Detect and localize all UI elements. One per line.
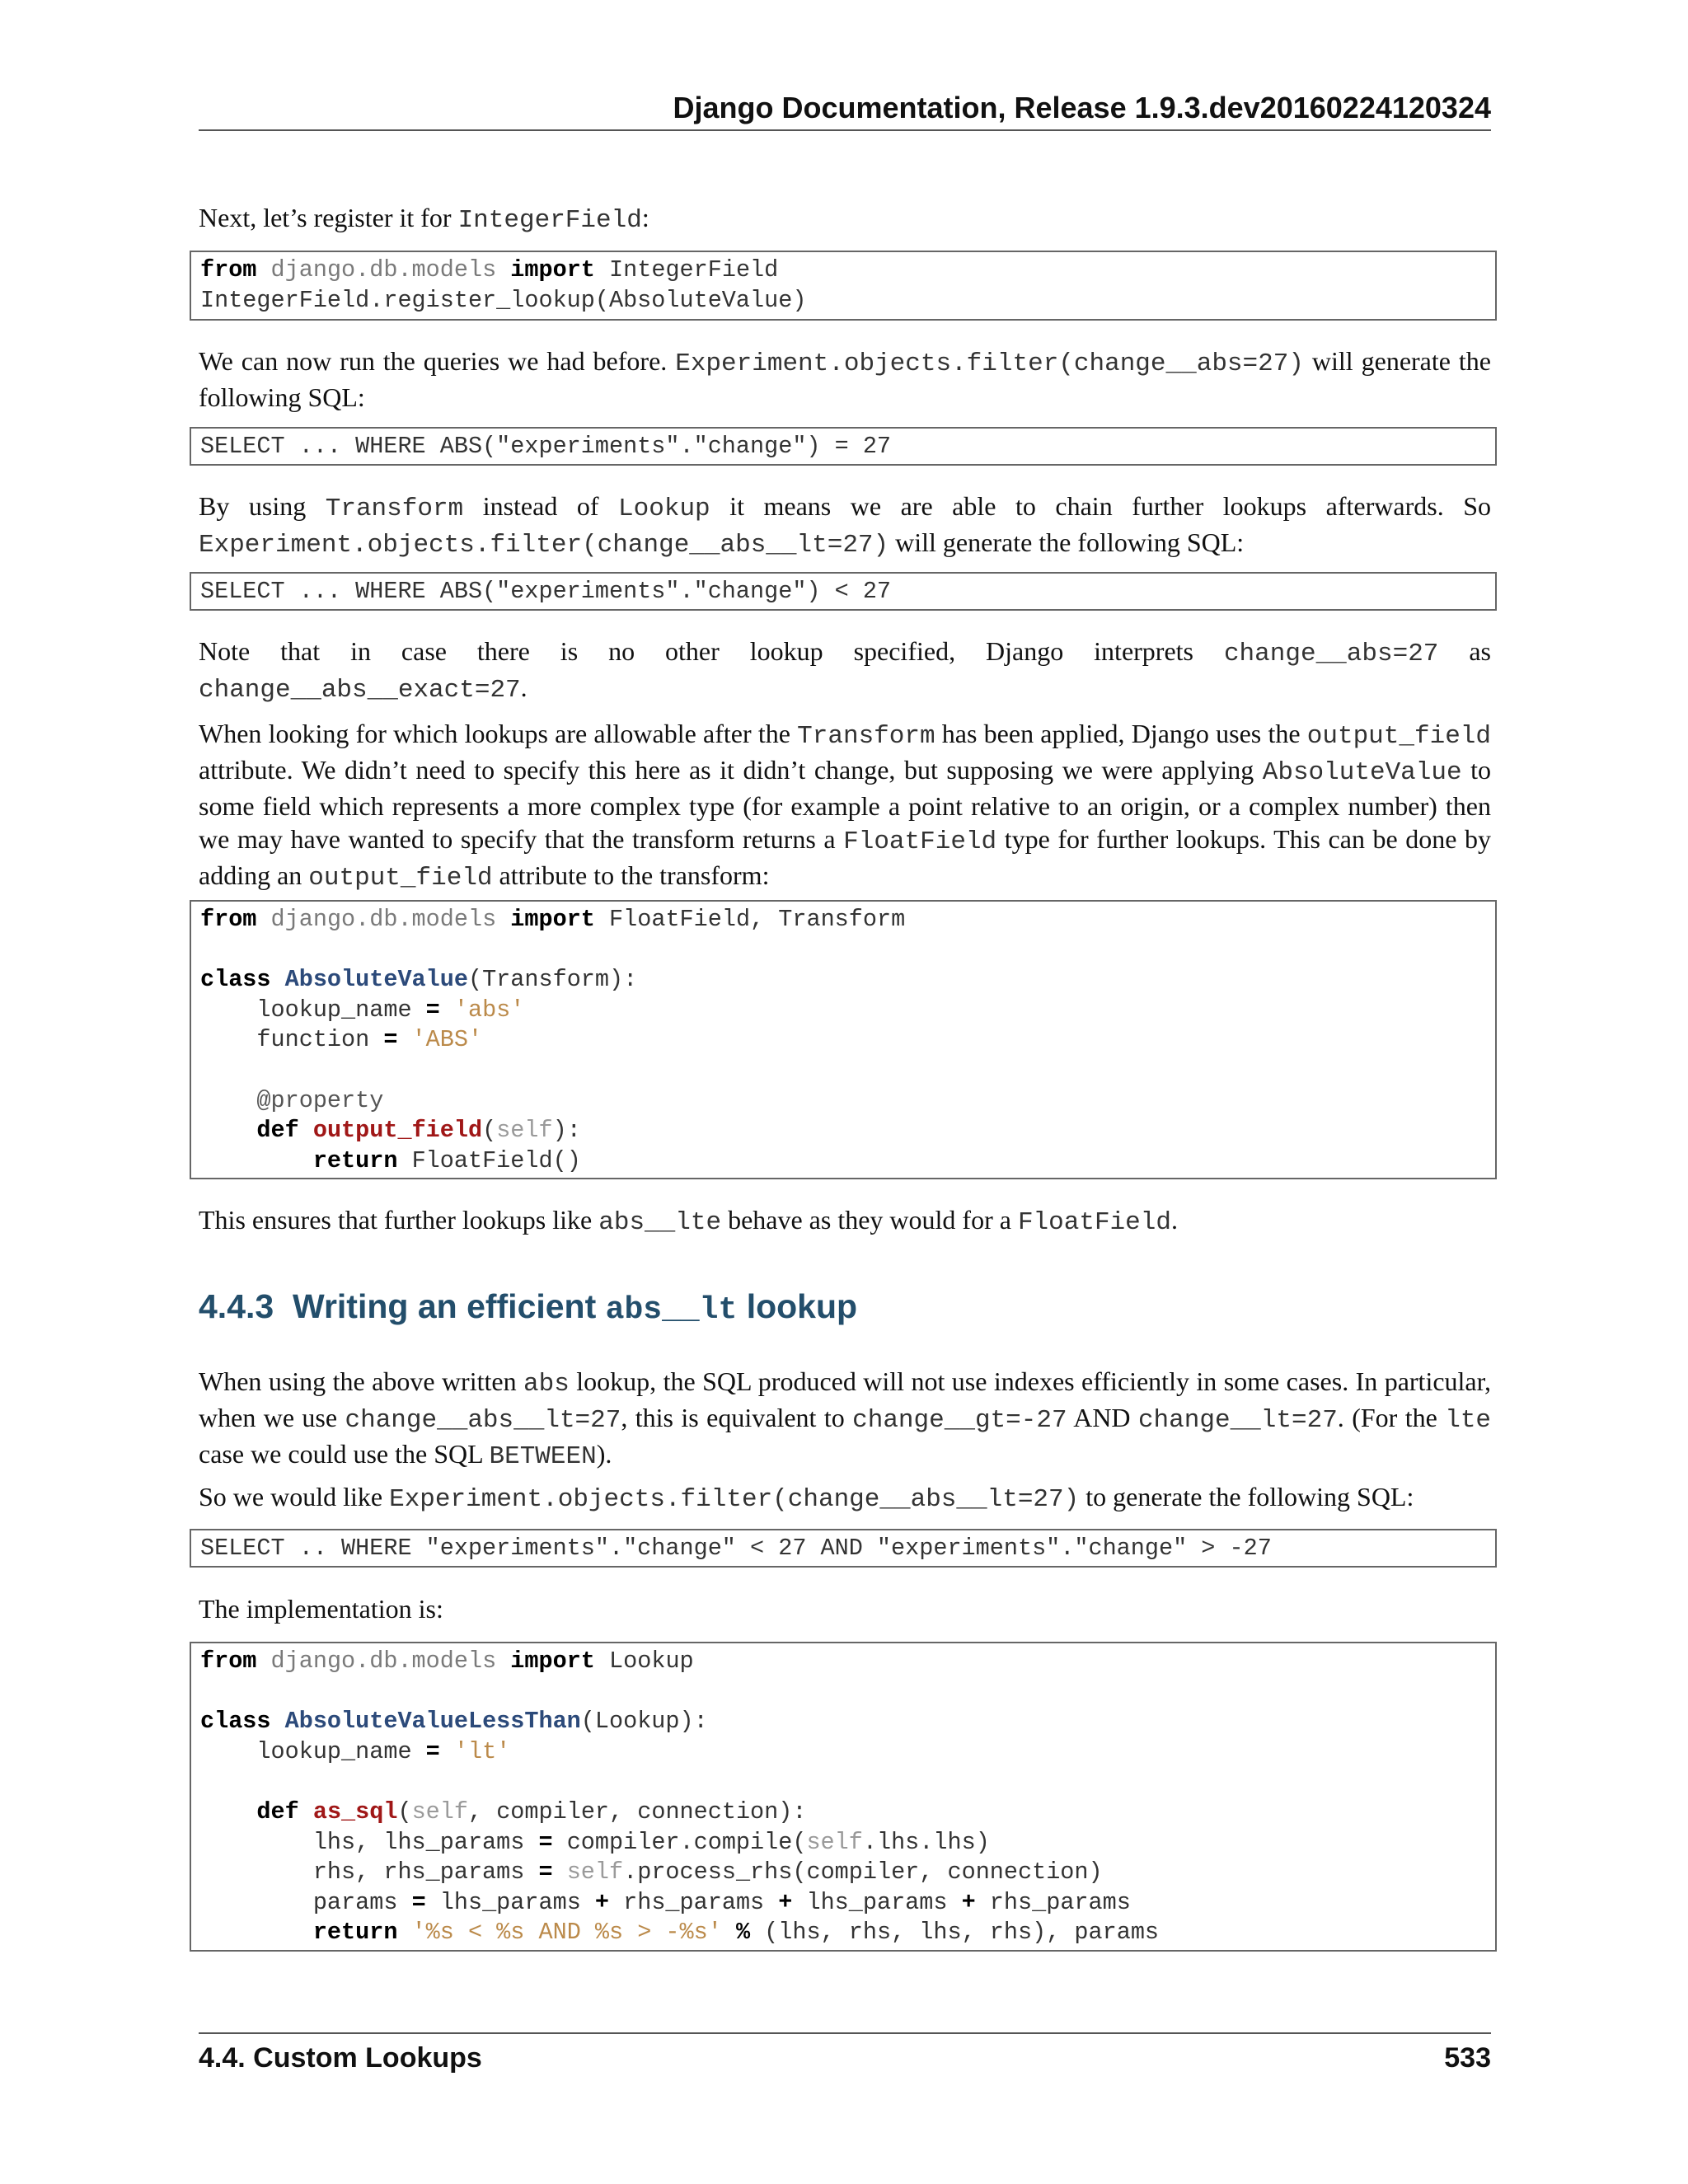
footer-rule: [199, 2032, 1491, 2034]
paragraph-would-like: So we would like Experiment.objects.filter(change__abs__lt=27) to generate the following SQL:: [199, 1482, 1414, 1514]
code-block-less-than: from django.db.models import Lookup class AbsoluteValueLessThan(Lookup): lookup_name = 'lt' def as_sql(self, compiler, connection): lhs, lhs_params = compiler.compile(self.lhs.lhs) rhs, rhs_params = self.process_rhs(compiler, connection) params = lhs_params + rhs_params + lhs_params + rhs_params return '%s < %s AND %s > -%s' % (lhs, rhs, lhs, rhs), params: [190, 1642, 1497, 1952]
paragraph-note: Note that in case there is no other lookup specified, Django interprets change__abs=27 as change__abs__exact=27.: [199, 636, 1492, 705]
sql-block-abs-lt: SELECT ... WHERE ABS("experiments"."change") < 27: [190, 572, 1497, 611]
header-rule: [199, 129, 1491, 131]
sql-block-abs-eq: SELECT ... WHERE ABS("experiments"."change") = 27: [190, 427, 1497, 466]
paragraph-output-field: When looking for which lookups are allowable after the Transform has been applied, Django uses the output_field attribute. We didn’t need to specify this here as it didn’t change, but supposing we were applying AbsoluteValue to some field which represents a more complex type (for example a point relative to an origin, or a complex number) then we may have wanted to specify that the transform returns a FloatField type for further lookups. This can be done by adding an output_field attribute to the transform:: [199, 719, 1492, 893]
paragraph-ensures: This ensures that further lookups like abs__lte behave as they would for a FloatField.: [199, 1205, 1178, 1237]
paragraph-register: Next, let’s register it for IntegerField:: [199, 203, 649, 235]
section-heading: 4.4.3 Writing an efficient abs__lt lookup: [199, 1287, 858, 1328]
sql-block-between: SELECT .. WHERE "experiments"."change" < 27 AND "experiments"."change" > -27: [190, 1529, 1497, 1568]
page-number: 533: [1444, 2042, 1491, 2074]
paragraph-implementation: The implementation is:: [199, 1594, 443, 1624]
footer-section: 4.4. Custom Lookups: [199, 2042, 482, 2074]
code-block-register: from django.db.models import IntegerField IntegerField.register_lookup(AbsoluteValue): [190, 251, 1497, 321]
paragraph-queries: We can now run the queries we had before. Experiment.objects.filter(change__abs=27) will generate the following SQL:: [199, 346, 1492, 412]
running-header: Django Documentation, Release 1.9.3.dev20160224120324: [673, 91, 1491, 124]
code-block-absolute-value: from django.db.models import FloatField, Transform class AbsoluteValue(Transform): lookup_name = 'abs' function = 'ABS' @property def output_field(self): return FloatField(): [190, 900, 1497, 1179]
paragraph-transform: By using Transform instead of Lookup it means we are able to chain further lookups afterwards. So Experiment.objects.filter(change__abs__lt=27) will generate the following SQL:: [199, 491, 1492, 560]
paragraph-efficiency: When using the above written abs lookup, the SQL produced will not use indexes efficiently in some cases. In particular, when we use change__abs__lt=27, this is equivalent to change__gt=-27 AND change__lt=27. (For the lte case we could use the SQL BETWEEN).: [199, 1366, 1492, 1471]
